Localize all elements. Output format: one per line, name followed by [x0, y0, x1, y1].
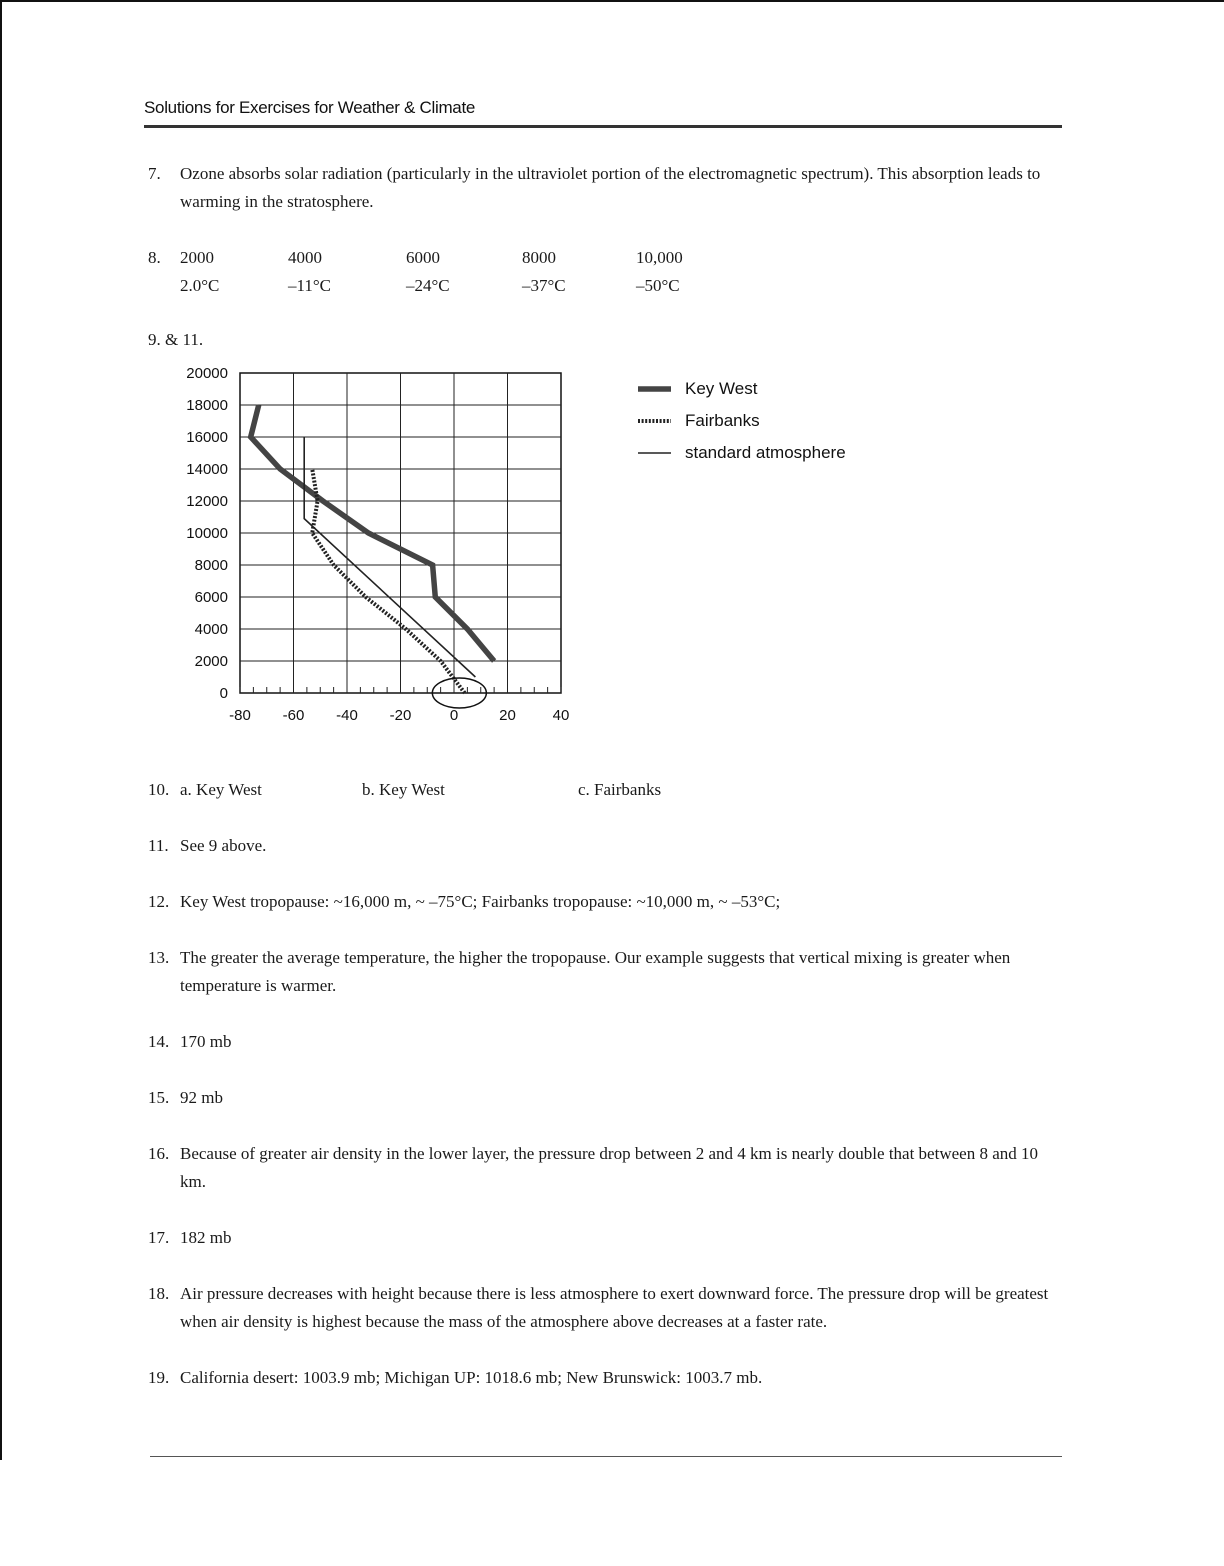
- height-cell: 4000: [288, 248, 322, 267]
- y-tick-label: 16000: [186, 429, 228, 446]
- temperature-cell: –24°C: [406, 276, 450, 295]
- answer-number: 17.: [148, 1228, 170, 1247]
- height-cell: 6000: [406, 248, 440, 267]
- answer-10c: c. Fairbanks: [578, 780, 662, 799]
- height-cell: 2000: [180, 248, 214, 267]
- answer-text: 182 mb: [180, 1228, 232, 1247]
- series-line-fairbanks: [312, 469, 464, 693]
- x-tick-label: 40: [552, 707, 570, 724]
- x-tick-label: -80: [229, 707, 251, 724]
- answer-number: 16.: [148, 1144, 170, 1163]
- y-tick-label: 4000: [194, 621, 228, 638]
- temperature-cell: 2.0°C: [180, 276, 220, 295]
- answer-number: 19.: [148, 1368, 170, 1387]
- x-tick-label: -40: [336, 707, 358, 724]
- x-tick-label: 20: [499, 707, 516, 724]
- answer-number: 13.: [148, 948, 170, 967]
- answer-text: Because of greater air density in the lower layer, the pressure drop between 2 and 4 km is nearly double that between 8 and 10 km.: [180, 1144, 1038, 1191]
- y-tick-label: 8000: [194, 557, 228, 574]
- y-tick-label: 20000: [186, 365, 228, 382]
- answer-number: 7.: [148, 164, 161, 183]
- y-tick-label: 12000: [186, 493, 228, 510]
- y-tick-label: 0: [219, 685, 228, 702]
- answer-number: 15.: [148, 1088, 170, 1107]
- x-tick-label: -60: [282, 707, 305, 724]
- answer-text: Ozone absorbs solar radiation (particularly in the ultraviolet portion of the electromagnetic spectrum). This absorption leads to warming in the stratosphere.: [180, 164, 1041, 211]
- temperature-cell: –50°C: [636, 276, 680, 295]
- temperature-profile-chart: [0, 0, 1224, 760]
- footer-rule: [150, 1456, 1062, 1457]
- answer-number: 11.: [148, 836, 169, 855]
- temperature-cell: –37°C: [522, 276, 566, 295]
- height-cell: 10,000: [636, 248, 683, 267]
- y-tick-label: 18000: [186, 397, 228, 414]
- legend-label: Fairbanks: [685, 411, 760, 430]
- answer-10b: b. Key West: [362, 780, 445, 799]
- answer-text: Key West tropopause: ~16,000 m, ~ –75°C; Fairbanks tropopause: ~10,000 m, ~ –53°C;: [180, 892, 781, 911]
- y-tick-label: 14000: [186, 461, 228, 478]
- answer-text: California desert: 1003.9 mb; Michigan UP: 1018.6 mb; New Brunswick: 1003.7 mb.: [180, 1368, 763, 1387]
- legend-label: standard atmosphere: [685, 443, 846, 462]
- answer-10a: a. Key West: [180, 780, 262, 799]
- answer-number: 18.: [148, 1284, 170, 1303]
- answer-number: 12.: [148, 892, 170, 911]
- y-tick-label: 6000: [194, 589, 228, 606]
- answer-text: 170 mb: [180, 1032, 232, 1051]
- legend-label: Key West: [685, 379, 758, 398]
- answer-number: 10.: [148, 780, 170, 799]
- answer-number: 14.: [148, 1032, 170, 1051]
- temperature-cell: –11°C: [288, 276, 332, 295]
- answer-text: 92 mb: [180, 1088, 223, 1107]
- running-header: Solutions for Exercises for Weather & Climate: [144, 98, 476, 117]
- answer-number: 8.: [148, 248, 161, 267]
- answer-9-11-label: 9. & 11.: [148, 330, 204, 349]
- answer-text: See 9 above.: [180, 836, 267, 855]
- y-tick-label: 2000: [194, 653, 228, 670]
- answer-text: Air pressure decreases with height because there is less atmosphere to exert downward force. The pressure drop will be greatest when air density is highest because the mass of the atmosphere above decreases at a faster rate.: [180, 1284, 1049, 1331]
- x-tick-label: -20: [389, 707, 412, 724]
- answer-text: The greater the average temperature, the higher the tropopause. Our example suggests that vertical mixing is greater when temperature is warmer.: [180, 948, 1011, 995]
- x-tick-label: 0: [449, 707, 459, 724]
- y-tick-label: 10000: [186, 525, 228, 542]
- height-cell: 8000: [522, 248, 556, 267]
